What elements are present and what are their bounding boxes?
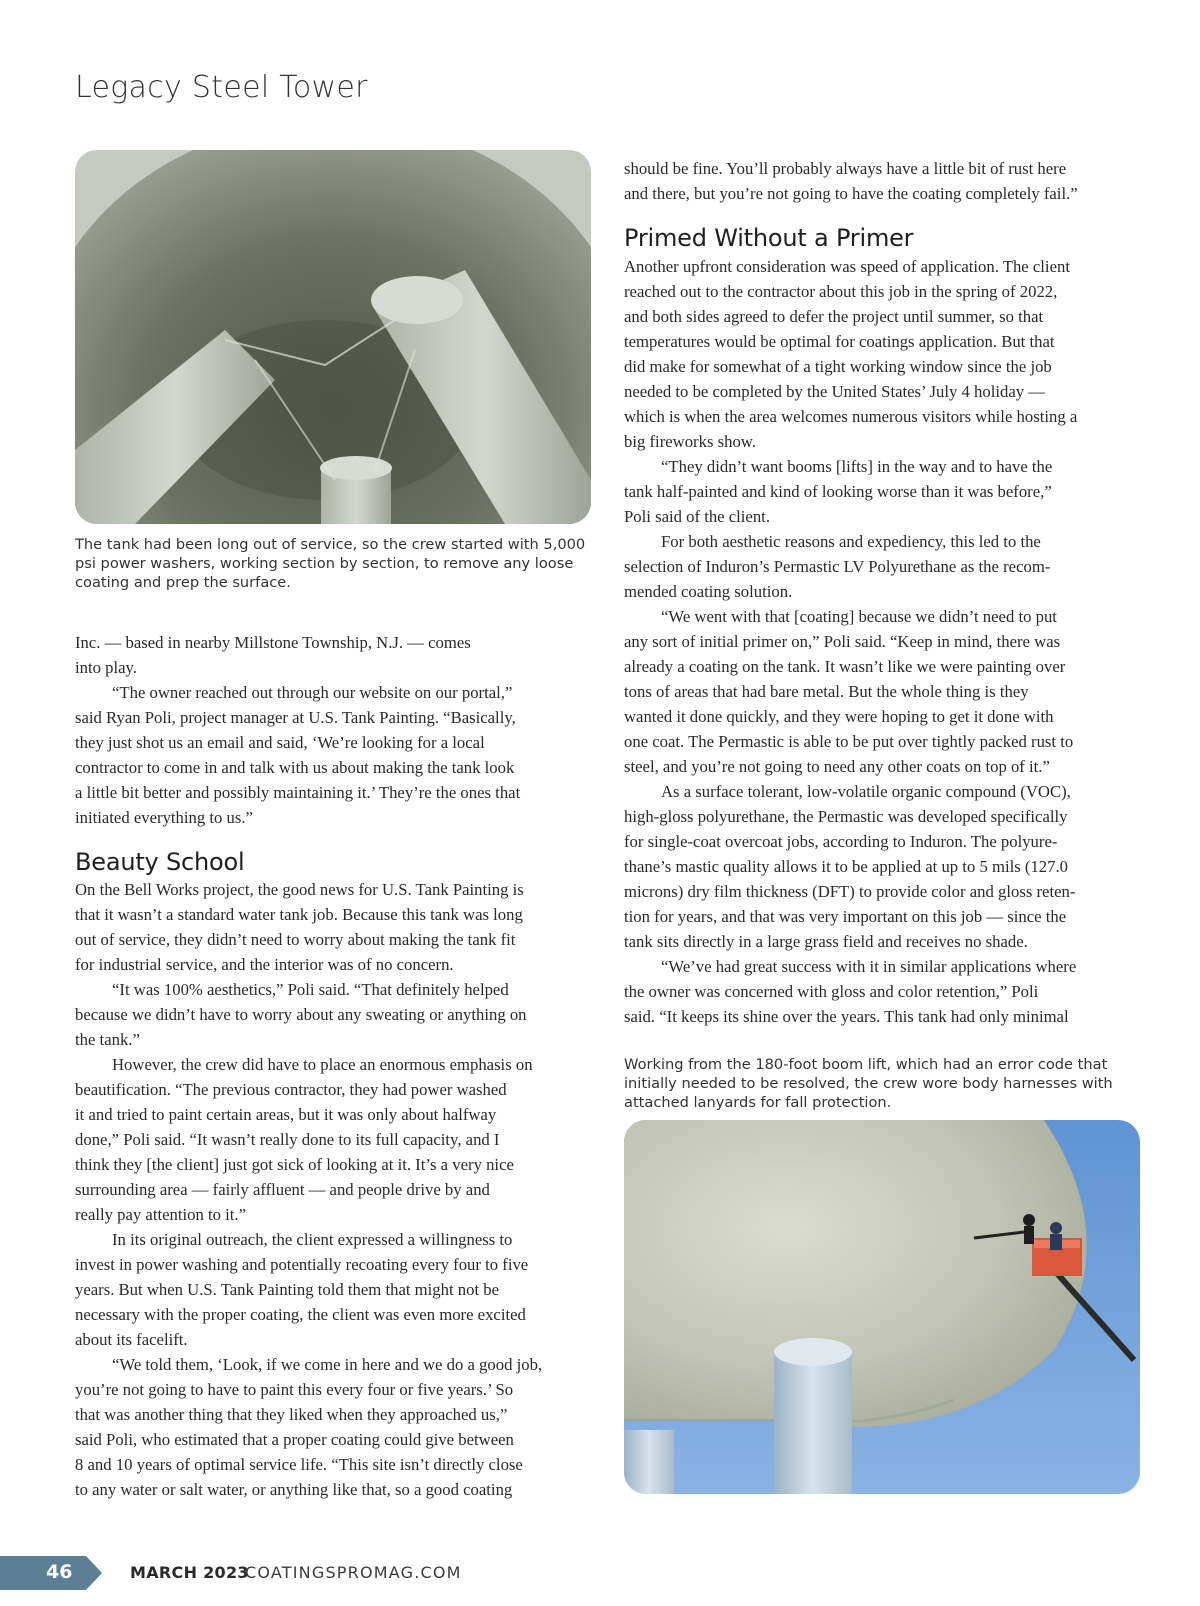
text-line: really pay attention to it.” [75,1205,246,1224]
text-line: think they [the client] just got sick of looking at it. It’s a very nice [75,1155,514,1174]
text-line: initiated everything to us.” [75,808,253,827]
text-line: said Ryan Poli, project manager at U.S. Tank Painting. “Basically, [75,708,516,727]
subheading-primed-without-primer: Primed Without a Primer [624,224,914,252]
text-line: Another upfront consideration was speed of application. The client [624,257,1070,276]
text-line: tank half-painted and kind of looking worse than it was before,” [624,482,1052,501]
text-line: wanted it done quickly, and they were hoping to get it done with [624,707,1054,726]
text-line: that it wasn’t a standard water tank job. Because this tank was long [75,905,523,924]
issue-date: MARCH 2023 [130,1563,249,1582]
text-line: “We’ve had great success with it in similar applications where [661,957,1077,976]
text-line: microns) dry film thickness (DFT) to provide color and gloss reten- [624,882,1076,901]
paragraph [624,604,1142,779]
text-line: selection of Induron’s Permastic LV Polyurethane as the recom- [624,557,1051,576]
text-line: that was another thing that they liked when they approached us,” [75,1405,508,1424]
paragraph [75,1052,593,1227]
text-line: mended coating solution. [624,582,793,601]
boom-lift-illustration [624,1120,1140,1494]
text-line: “They didn’t want booms [lifts] in the way and to have the [661,457,1053,476]
text-line: beautification. “The previous contractor, they had power washed [75,1080,507,1099]
text-line: temperatures would be optimal for coatings application. But that [624,332,1055,351]
text-line: necessary with the proper coating, the client was even more excited [75,1305,526,1324]
text-line: for industrial service, and the interior was of no concern. [75,955,454,974]
paragraph [75,680,593,830]
text-line: you’re not going to have to paint this every four or five years.’ So [75,1380,514,1399]
text-line: the tank.” [75,1030,140,1049]
paragraph [624,779,1142,954]
left-column [75,630,593,1502]
text-line: On the Bell Works project, the good news for U.S. Tank Painting is [75,880,524,899]
text-line: one coat. The Permastic is able to be put over tightly packed rust to [624,732,1074,751]
text-line: the owner was concerned with gloss and color retention,” Poli [624,982,1039,1001]
text-line: into play. [75,658,137,677]
text-line: “The owner reached out through our website on our portal,” [112,683,513,702]
paragraph [75,877,593,977]
photo-boom-lift [624,1120,1140,1494]
text-line: about its facelift. [75,1330,188,1349]
photo-tank-underside [75,150,591,524]
paragraph [624,156,1142,206]
text-line: needed to be completed by the United States’ July 4 holiday — [624,382,1045,401]
text-line: done,” Poli said. “It wasn’t really done to its full capacity, and I [75,1130,500,1149]
text-line: For both aesthetic reasons and expediency, this led to the [661,532,1041,551]
text-line: invest in power washing and potentially recoating every four to five [75,1255,529,1274]
subheading-beauty-school: Beauty School [75,848,245,876]
paragraph [624,254,1142,454]
text-line: already a coating on the tank. It wasn’t like we were painting over [624,657,1066,676]
text-line: out of service, they didn’t need to worry about making the tank fit [75,930,516,949]
text-line: years. But when U.S. Tank Painting told them that might not be [75,1280,500,1299]
text-line: should be fine. You’ll probably always have a little bit of rust here [624,159,1067,178]
text-line: tion for years, and that was very important on this job — since the [624,907,1067,926]
text-line: tons of areas that had bare metal. But the whole thing is they [624,682,1029,701]
text-line: contractor to come in and talk with us about making the tank look [75,758,515,777]
paragraph [624,954,1142,1029]
tank-underside-illustration [75,150,591,524]
text-line: to any water or salt water, or anything like that, so a good coating [75,1480,513,1499]
text-line: reached out to the contractor about this job in the spring of 2022, [624,282,1058,301]
text-line: However, the crew did have to place an enormous emphasis on [112,1055,533,1074]
text-line: and both sides agreed to defer the project until summer, so that [624,307,1044,326]
text-line: surrounding area — fairly affluent — and people drive by and [75,1180,490,1199]
paragraph [75,1227,593,1352]
paragraph [624,529,1142,604]
photo-caption-2: Working from the 180-foot boom lift, which had an error code that initially needed to be resolved, the crew wore body harnesses with attached lanyards for fall protection. [624,1056,1113,1111]
page-number: 46 [46,1561,73,1583]
text-line: for single-coat overcoat jobs, according to Induron. The polyure- [624,832,1058,851]
paragraph [75,630,593,680]
paragraph [75,1352,593,1502]
text-line: As a surface tolerant, low-volatile organic compound (VOC), [661,782,1071,801]
page-footer [0,1556,1200,1590]
text-line: tank sits directly in a large grass field and receives no shade. [624,932,1028,951]
text-line: “It was 100% aesthetics,” Poli said. “That definitely helped [112,980,509,999]
text-line: high-gloss polyurethane, the Permastic was developed specifically [624,807,1068,826]
photo-caption-1: The tank had been long out of service, so the crew started with 5,000 psi power washers, working section by section, to remove any loose coating and prep the surface. [75,536,586,591]
text-line: big fireworks show. [624,432,756,451]
text-line: because we didn’t have to worry about any sweating or anything on [75,1005,527,1024]
text-line: which is when the area welcomes numerous visitors while hosting a [624,407,1078,426]
text-line: it and tried to paint certain areas, but it was only about halfway [75,1105,497,1124]
text-line: “We went with that [coating] because we didn’t need to put [661,607,1057,626]
text-line: Poli said of the client. [624,507,770,526]
text-line: Inc. — based in nearby Millstone Township, N.J. — comes [75,633,471,652]
text-line: said Poli, who estimated that a proper coating could give between [75,1430,514,1449]
text-line: In its original outreach, the client expressed a willingness to [112,1230,513,1249]
section-title: Legacy Steel Tower [75,70,368,105]
paragraph [75,977,593,1052]
text-line: 8 and 10 years of optimal service life. “This site isn’t directly close [75,1455,523,1474]
paragraph [624,454,1142,529]
text-line: any sort of initial primer on,” Poli said. “Keep in mind, there was [624,632,1061,651]
right-column [624,156,1142,1029]
text-line: they just shot us an email and said, ‘We’re looking for a local [75,733,485,752]
text-line: thane’s mastic quality allows it to be applied at up to 5 mils (127.0 [624,857,1069,876]
text-line: “We told them, ‘Look, if we come in here and we do a good job, [112,1355,543,1374]
text-line: did make for somewhat of a tight working window since the job [624,357,1052,376]
text-line: steel, and you’re not going to need any other coats on top of it.” [624,757,1050,776]
website-url: COATINGSPROMAG.COM [245,1563,462,1582]
text-line: and there, but you’re not going to have the coating completely fail.” [624,184,1078,203]
text-line: a little bit better and possibly maintaining it.’ They’re the ones that [75,783,521,802]
text-line: said. “It keeps its shine over the years. This tank had only minimal [624,1007,1069,1026]
